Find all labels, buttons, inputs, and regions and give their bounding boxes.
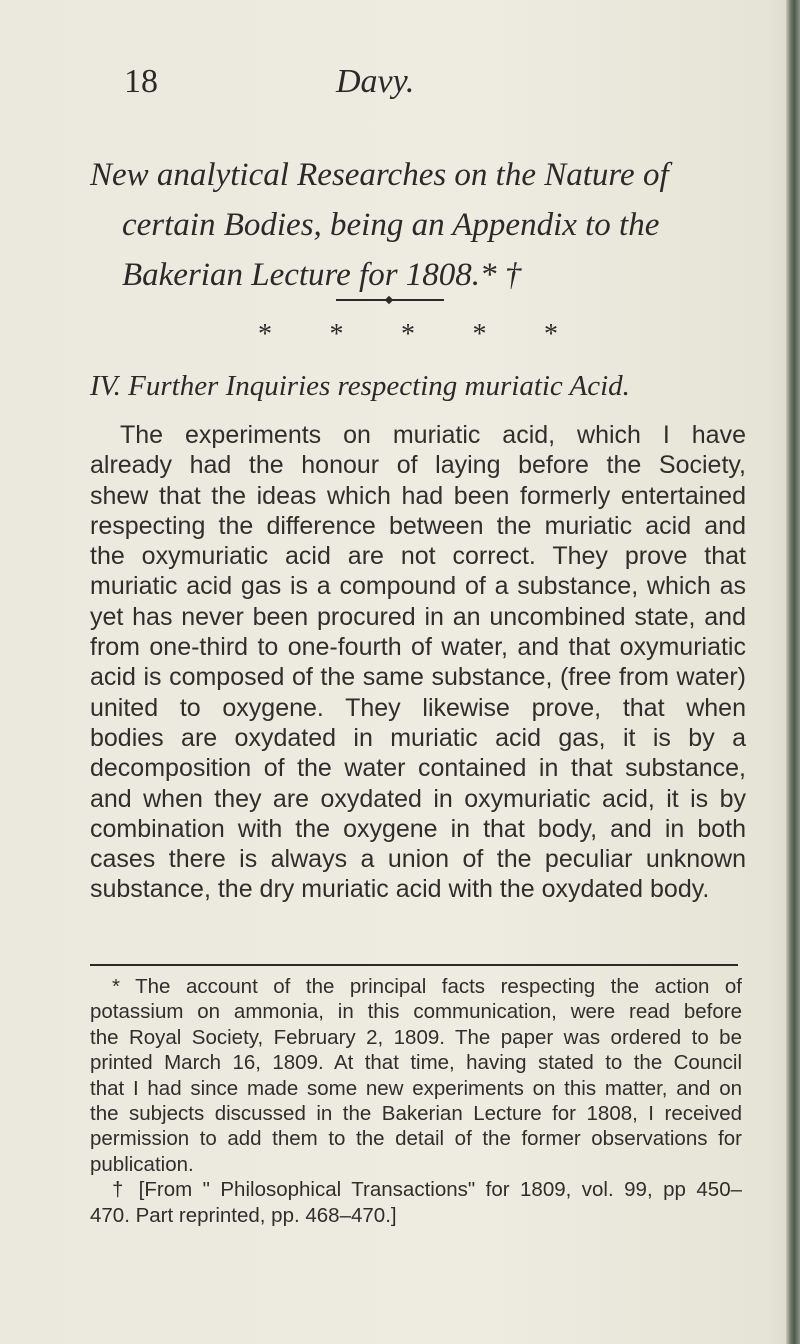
footnote-line: 470. Part reprinted, pp. 468–470.] <box>90 1203 397 1227</box>
asterisk: * <box>258 319 272 350</box>
title-divider-rule <box>336 299 444 301</box>
page-number: 18 <box>124 63 158 100</box>
asterisk: * <box>472 319 487 350</box>
footnote-line: the subjects discussed in the Bakerian Lecture for 1808, I received <box>90 1102 742 1126</box>
page-header <box>0 62 800 112</box>
body-line: and when they are oxydated in oxymuriatic acid, it is by <box>90 784 746 813</box>
title-line: Bakerian Lecture for 1808.* † <box>122 257 522 293</box>
page-edge-shadow <box>786 0 800 1344</box>
running-head: Davy. <box>336 63 415 100</box>
footnote-line: publication. <box>90 1152 194 1176</box>
footnote-line: † [From " Philosophical Transactions" for 1809, vol. 99, pp 450– <box>112 1178 742 1202</box>
footnote-line: permission to add them to the detail of the former observations for <box>90 1127 742 1151</box>
body-line: respecting the difference between the muriatic acid and <box>90 511 746 540</box>
body-line: combination with the oxygene in that body, and in both <box>90 814 746 843</box>
asterism-row <box>258 320 558 350</box>
body-line: the oxymuriatic acid are not correct. They prove that <box>90 542 746 571</box>
body-line: cases there is always a union of the peculiar unknown <box>90 845 746 874</box>
footnote-rule <box>90 964 738 966</box>
footnote-line: * The account of the principal facts respecting the action of <box>112 975 742 998</box>
body-paragraph <box>90 420 746 905</box>
body-line: from one-third to one-fourth of water, and that oxymuriatic <box>90 633 746 662</box>
body-line: bodies are oxydated in muriatic acid gas, it is by a <box>90 723 746 752</box>
body-line: muriatic acid gas is a compound of a substance, which as <box>90 572 746 601</box>
footnotes <box>90 974 742 1228</box>
body-line: already had the honour of laying before the Society, <box>90 451 746 480</box>
asterisk: * <box>329 319 344 350</box>
body-line: yet has never been procured in an uncombined state, and <box>90 602 746 631</box>
section-heading: IV. Further Inquiries respecting muriatic Acid. <box>90 370 630 402</box>
body-line: The experiments on muriatic acid, which I have <box>120 421 746 449</box>
body-line: acid is composed of the same substance, (free from water) <box>90 663 746 692</box>
body-line: shew that the ideas which had been formerly entertained <box>90 481 746 510</box>
footnote-line: that I had since made some new experiments on this matter, and on <box>90 1076 742 1100</box>
footnote-line: the Royal Society, February 2, 1809. The paper was ordered to be <box>90 1025 742 1049</box>
footnote-line: potassium on ammonia, in this communication, were read before <box>90 1000 742 1024</box>
asterisk: * <box>401 319 415 350</box>
body-line: decomposition of the water contained in that substance, <box>90 754 746 783</box>
title-line: certain Bodies, being an Appendix to the <box>122 207 660 243</box>
body-line: substance, the dry muriatic acid with the oxydated body. <box>90 875 710 904</box>
title-line: New analytical Researches on the Nature of <box>90 157 669 193</box>
article-title <box>90 150 750 300</box>
body-line: united to oxygene. They likewise prove, that when <box>90 693 746 722</box>
asterisk: * <box>544 319 558 350</box>
footnote-line: printed March 16, 1809. At that time, having stated to the Council <box>90 1051 742 1075</box>
